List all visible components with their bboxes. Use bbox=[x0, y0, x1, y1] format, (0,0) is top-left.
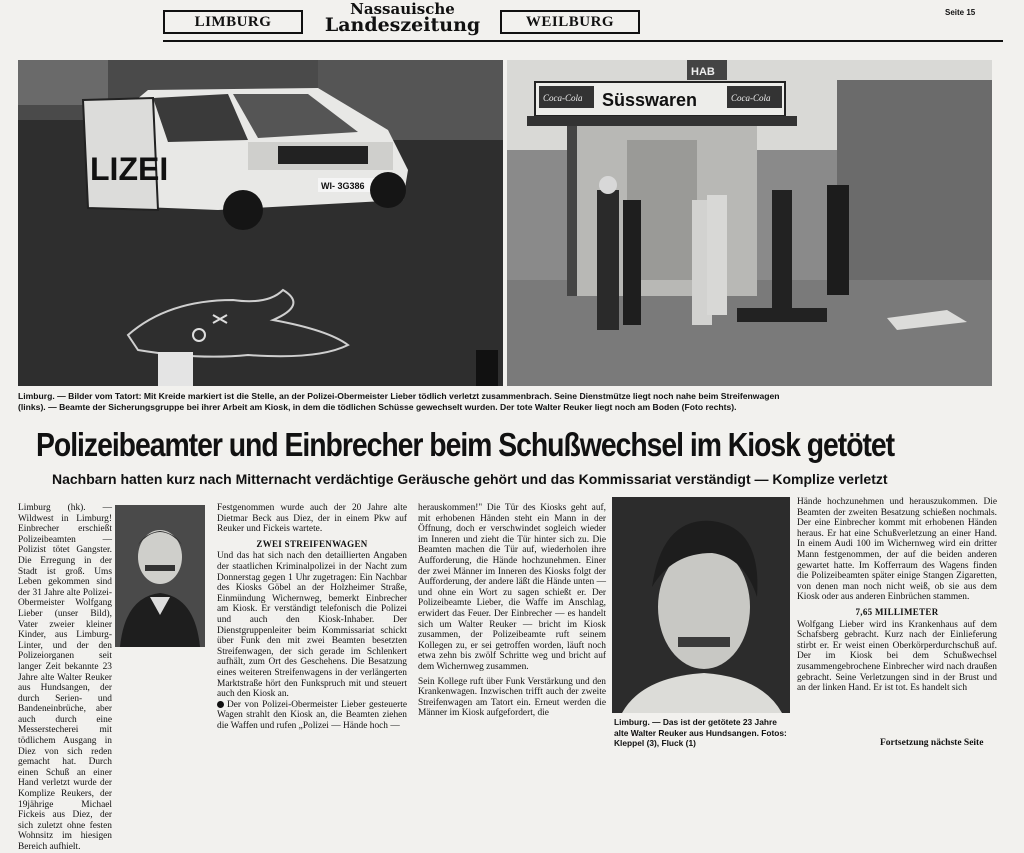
page-number: Seite 15 bbox=[945, 8, 976, 17]
limburg-box bbox=[163, 10, 303, 34]
weilburg-box bbox=[500, 10, 640, 34]
title-line1: Nassauische bbox=[350, 0, 455, 18]
roof-sign: HAB bbox=[691, 66, 715, 78]
column4-heading: 7,65 MILLIMETER bbox=[855, 606, 939, 617]
car-door-text: LIZEI bbox=[90, 151, 169, 187]
column1-text: Limburg (hk). — Wildwest in Limburg! Einbrecher erschießt Polizeibeamten — Polizist tötet Gangster. Die Erregung in der Stadt ist groß. Ums Leben gekommen sind der 31 Jahre alte Polizei-Obermeister Wolfgang Lieber (unser Bild), Vater zweier kleiner Kinder, aus Limburg-Linter, und der den Polizeiorganen seit langer Zeit bekannte 23 Jahre alte Walter Reuker aus Hundsangen, der durch Serien- und Bandeneinbrüche, aber auch durch eine Messerstecherei mit tödlichem Ausgang in Diez von sich reden gemacht hat. Durch einen Schuß an einer Hand verletzt wurde der Komplize Reukers, der 19jährige Michael Fickeis aus Diez, der sich zuletzt ohne festen Wohnsitz im hiesigen Bereich aufhielt. bbox=[18, 503, 112, 852]
column4 bbox=[797, 497, 997, 735]
column1-top bbox=[18, 503, 112, 852]
column2-heading: ZWEI STREIFENWAGEN bbox=[256, 538, 368, 549]
portrait-caption: Limburg. — Das ist der getötete 23 Jahre alte Walter Reuker aus Hundsangen. Fotos: Kleppel (3), Fluck (1) bbox=[614, 717, 787, 748]
coca-cola-sign-left: Coca-Cola bbox=[543, 93, 583, 103]
column2-body: Und das hat sich nach den detaillierten Angaben der staatlichen Kriminalpolizei in der Nacht zum Donnerstag gegen 1 Uhr zugetragen: Ein Nachbar des Kiosks Göbel an der Holzheimer Straße, Einmündung Wichernweg, bemerkt Einbrecher am Kiosk. Er verständigt telefonisch die Polizei und auch den Kiosk-Inhaber. Der Dienstgruppenleiter beim Kommissariat schickt über Funk den mit zwei Beamten besetzten Streifenwagen, der sich gerade im Schlenkert aufhält, zum Ort des Geschehens. Die Besatzung eines weiteren Streifenwagens in der verlängerten Marktstraße hört den Funkspruch mit und steuert auch den Kiosk an. bbox=[217, 551, 407, 700]
portrait-reuker bbox=[612, 497, 790, 713]
kiosk-sign: Süsswaren bbox=[602, 90, 698, 110]
column2-intro: Festgenommen wurde auch der 20 Jahre alte Dietmar Beck aus Diez, der in einem Pkw auf Reuker und Fickeis wartete. bbox=[217, 503, 407, 535]
license-plate: WI- 3G386 bbox=[321, 181, 365, 191]
column3-body: herauskommen!" Die Tür des Kiosks geht auf, mit erhobenen Händen steht ein Mann in der Öffnung, doch er verschwindet sogleich wieder im Inneren und zieht die Tür hinter sich zu. Die Beamten machen die Tür auf, wiederholen ihre Aufforderung, die Hände hochzunehmen. Einer der zwei Männer im Inneren des Kiosks folgt der Aufforderung, der andere läßt die Hände unten — und ohne ein Wort zu sagen schießt er. Der Polizeibeamte Lieber, die Waffe im Anschlag, erwidert das Feuer. Der Einbrecher — es handelt sich um Walter Reuker — bricht im Kiosk zusammen, der Polizeibeamte ruft seinem Kollegen zu, er sei getroffen worden, läuft noch etwa zehn bis zwölf Schritte weg und bricht auf dem Wichernweg zusammen. bbox=[418, 503, 606, 672]
column2-bullet-text: Der von Polizei-Obermeister Lieber gesteuerte Wagen strahlt den Kiosk an, die Beamten ziehen die Waffen und rufen „Polizei — Hände hoch — bbox=[217, 699, 407, 731]
headline: Polizeibeamter und Einbrecher beim Schußwechsel im Kiosk getötet bbox=[36, 426, 895, 463]
limburg-label: LIMBURG bbox=[194, 14, 272, 30]
column2 bbox=[217, 503, 407, 753]
column3-body-2: Sein Kollege ruft über Funk Verstärkung und den Krankenwagen. Inzwischen trifft auch der zweite Streifenwagen am Tatort ein. Erneut werden die Männer im Kiosk aufgefordert, die bbox=[418, 676, 606, 719]
masthead-rule bbox=[163, 40, 1003, 42]
subheadline: Nachbarn hatten kurz nach Mitternacht verdächtige Geräusche gehört und das Kommissariat verständigt — Komplize verletzt bbox=[52, 471, 888, 487]
caption-line1: Limburg. — Bilder vom Tatort: Mit Kreide markiert ist die Stelle, an der Polizei-Obermeister Lieber tödlich verletzt zusammenbrach. Seine Dienstmütze liegt noch nahe beim Streifenwagen bbox=[18, 391, 780, 401]
weilburg-label: WEILBURG bbox=[525, 14, 615, 30]
photo-police-car bbox=[18, 60, 503, 386]
column1-text-cont bbox=[18, 617, 208, 628]
title-line2: Landeszeitung bbox=[324, 14, 481, 36]
bullet-dot bbox=[217, 701, 224, 708]
column1-bottom bbox=[18, 617, 208, 753]
coca-cola-sign-right: Coca-Cola bbox=[731, 93, 771, 103]
column2-bullet bbox=[217, 700, 407, 732]
column4-body: Hände hochzunehmen und herauszukommen. Die Beamten der zweiten Besatzung schießen nochmals. Der eine Einbrecher kommt mit erhobenen Händen heraus. Er hat eine Schußverletzung an einer Hand. In einem Audi 100 im Wichernweg wird ein dritter Mann festgenommen, der auf die beiden anderen gewartet hatte. Im Kofferraum des Wagens finden die Polizeibeamten später einige Stangen Zigaretten, von denen man noch nicht weiß, ob sie aus dem Kiosk oder aus anderen Einbrüchen stammen. bbox=[797, 497, 997, 603]
column3 bbox=[418, 503, 606, 753]
column4-body-2: Wolfgang Lieber wird ins Krankenhaus auf dem Schafsberg gebracht. Kurz nach der Einlieferung stirbt er. Er weist einen Oberkörperdurchschuß auf. Der im Kiosk bei dem Schußwechsel zusammengebrochene Einbrecher wird nach draußen gebracht. Seine Verletzungen sind in der Brust und an der linken Hand. Er ist tot. Es handelt sich bbox=[797, 619, 997, 694]
continued-note: Fortsetzung nächste Seite bbox=[880, 738, 984, 748]
caption-line2: (links). — Beamte der Sicherungsgruppe bei ihrer Arbeit am Kiosk, in dem die tödlichen Schüsse gewechselt wurden. Der tote Walter Reuker liegt noch am Boden (Foto rechts). bbox=[18, 402, 737, 412]
photo-caption bbox=[18, 391, 1008, 413]
photo-kiosk bbox=[507, 60, 992, 386]
